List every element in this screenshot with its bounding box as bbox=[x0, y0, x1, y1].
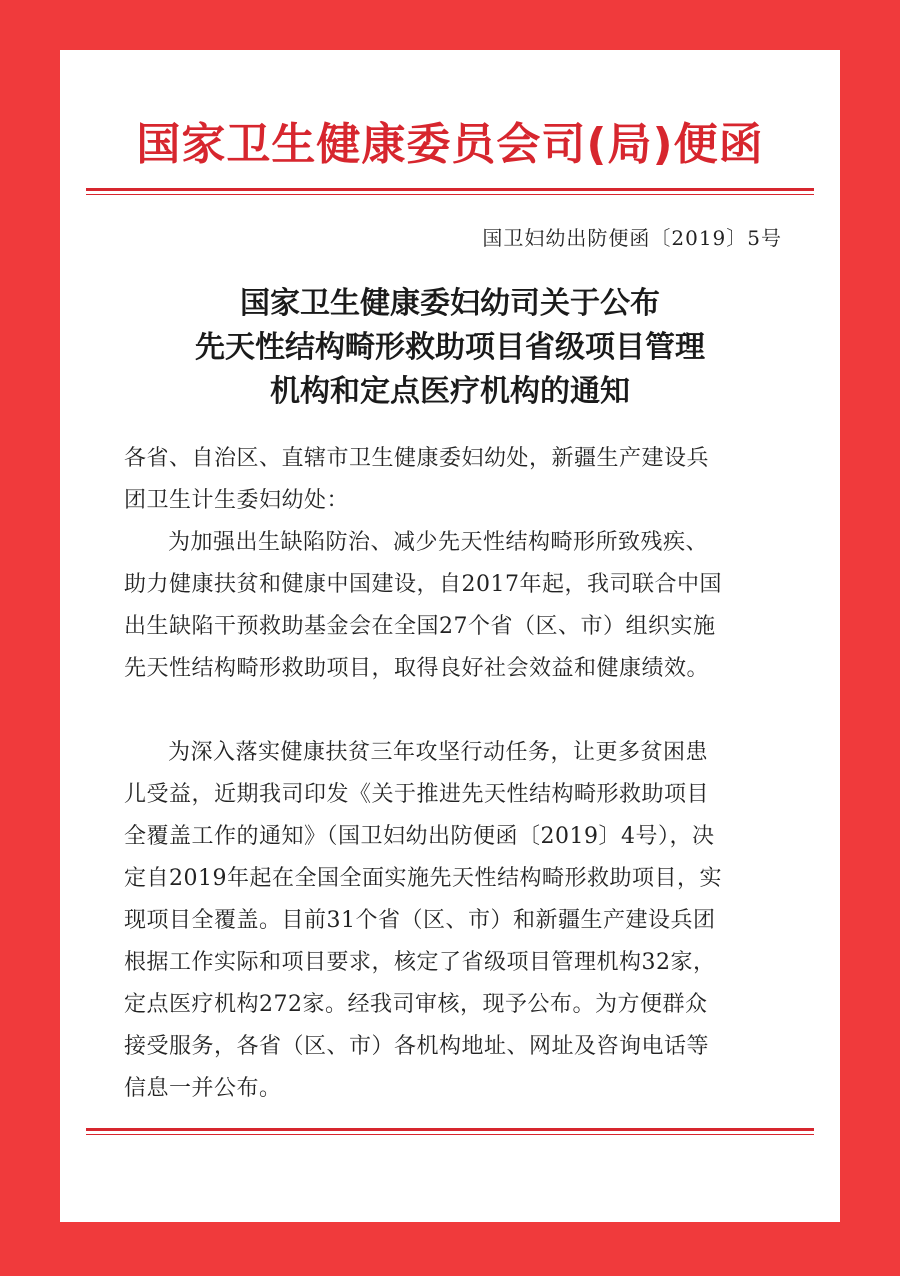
paragraph-line: 根据工作实际和项目要求，核定了省级项目管理机构32家， bbox=[124, 950, 716, 975]
paragraph-line: 全覆盖工作的通知》（国卫妇幼出防便函〔2019〕4号），决 bbox=[124, 824, 715, 849]
title-line: 先天性结构畸形救助项目省级项目管理 bbox=[195, 330, 705, 365]
addressee-line: 团卫生计生委妇幼处： bbox=[124, 488, 350, 513]
paragraph-1 bbox=[124, 522, 784, 690]
document-number: 国卫妇幼出防便函〔2019〕5号 bbox=[482, 226, 782, 250]
letterhead-red-rule bbox=[86, 188, 814, 196]
paragraph-line: 为深入落实健康扶贫三年攻坚行动任务，让更多贫困患 bbox=[168, 740, 709, 765]
document-page bbox=[60, 50, 840, 1222]
red-rule-thick bbox=[86, 188, 814, 191]
paragraph-line: 定点医疗机构272家。经我司审核，现予公布。为方便群众 bbox=[124, 992, 708, 1017]
title-line: 国家卫生健康委妇幼司关于公布 bbox=[240, 286, 660, 321]
letterhead-title: 国家卫生健康委员会司(局)便函 bbox=[136, 119, 764, 170]
document-title bbox=[60, 282, 840, 414]
paragraph-line: 接受服务，各省（区、市）各机构地址、网址及咨询电话等 bbox=[124, 1034, 710, 1059]
addressee-line: 各省、自治区、直辖市卫生健康委妇幼处，新疆生产建设兵 bbox=[124, 446, 710, 471]
red-rule-thin bbox=[86, 194, 814, 195]
red-rule-thin bbox=[86, 1134, 814, 1135]
title-line: 机构和定点医疗机构的通知 bbox=[270, 374, 630, 409]
paragraph-line: 先天性结构畸形救助项目，取得良好社会效益和健康绩效。 bbox=[124, 656, 710, 681]
paragraph-line: 信息一并公布。 bbox=[124, 1076, 282, 1101]
paragraph-line: 助力健康扶贫和健康中国建设，自2017年起，我司联合中国 bbox=[124, 572, 722, 597]
red-rule-thick bbox=[86, 1128, 814, 1131]
paragraph-line: 定自2019年起在全国全面实施先天性结构畸形救助项目，实 bbox=[124, 866, 722, 891]
paragraph-line: 现项目全覆盖。目前31个省（区、市）和新疆生产建设兵团 bbox=[124, 908, 716, 933]
footer-red-rule bbox=[86, 1128, 814, 1136]
paragraph-line: 为加强出生缺陷防治、减少先天性结构畸形所致残疾、 bbox=[168, 530, 709, 555]
paragraph-line: 儿受益，近期我司印发《关于推进先天性结构畸形救助项目 bbox=[124, 782, 710, 807]
paragraph-line: 出生缺陷干预救助基金会在全国27个省（区、市）组织实施 bbox=[124, 614, 716, 639]
paragraph-2 bbox=[124, 732, 784, 1110]
addressee-block bbox=[124, 438, 784, 522]
